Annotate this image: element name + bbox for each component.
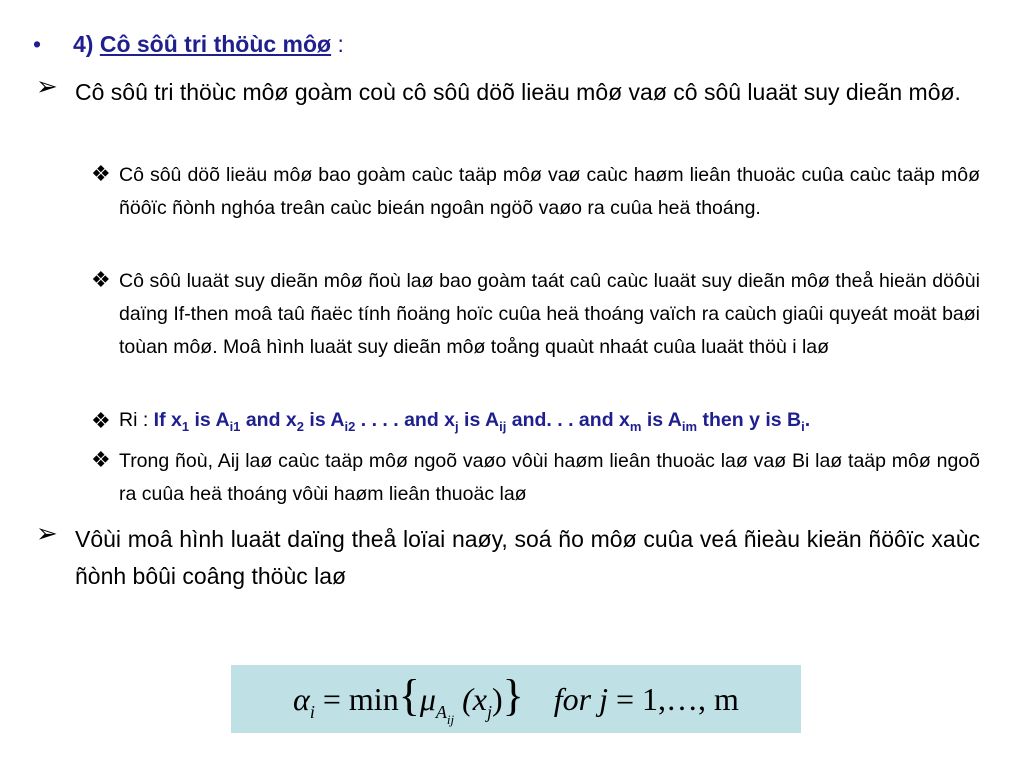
heading-number: 4) <box>73 31 94 57</box>
arrow-bullet-icon: ➢ <box>36 518 58 548</box>
diamond-bullet-icon: ❖ <box>91 408 111 433</box>
diamond-bullet-icon: ❖ <box>91 447 111 472</box>
diamond-bullet-icon: ❖ <box>91 267 111 292</box>
paragraph-1: Cô sôû tri thöùc môø goàm coù cô sôû döõ lieäu môø vaø cô sôû luaät suy dieãn môø. <box>75 79 961 105</box>
diamond-bullet-icon: ❖ <box>91 161 111 186</box>
heading-bullet: • <box>33 31 42 57</box>
heading-title: Cô sôû tri thöùc môø <box>99 31 332 57</box>
sub-item-3-rule <box>119 404 980 443</box>
rule-prefix: Ri : <box>119 409 149 431</box>
sub-item-1: Cô sôû döõ lieäu môø bao goàm caùc taäp môø vaø caùc haøm lieân thuoäc cuûa caùc taäp môø ñöôïc ñònh nghóa treân caùc bieán ngoân ngöõ vaøo ra cuûa heä thoáng. <box>119 164 980 219</box>
paragraph-2: Vôùi moâ hình luaät daïng theå loïai naøy, soá ño môø cuûa veá ñieàu kieän ñöôïc xaùc ñònh bôûi coâng thöùc laø <box>75 526 980 589</box>
formula-box <box>231 665 801 733</box>
sub-item-4: Trong ñoù, Aij laø caùc taäp môø ngoõ vaøo vôùi haøm lieân thuoäc laø vaø Bi laø taäp môø ngoõ ra cuûa heä thoáng vôùi haøm lieân thuoäc laø <box>119 450 980 505</box>
heading <box>33 26 344 63</box>
rule-formula: If $x_1$ is $A_{i1}$ and $x_2$ is $A_{i2}$ . . . . and $x_j$ is $A_{ij}$ and. . . and $x_m$ is $A_{im}$ then y is $B_i$. <box>153 409 811 434</box>
sub-item-2: Cô sôû luaät suy dieãn môø ñoù laø bao goàm taát caû caùc luaät suy dieãn môø theå hieän döôùi daïng If-then moâ taû ñaëc tính ñoäng hoïc cuûa heä thoáng vaïch ra caùch giaûi quyeát moät baøi toùan môø. Moâ hình luaät suy dieãn môø toång quaùt nhaát cuûa luaät thöù i laø <box>119 270 980 358</box>
formula: $\alpha_i = \min\{\mu_{Aij}$ $(x_j)$} for j = 1,…, m <box>293 671 739 727</box>
heading-colon: : <box>337 31 344 57</box>
arrow-bullet-icon: ➢ <box>36 71 58 101</box>
